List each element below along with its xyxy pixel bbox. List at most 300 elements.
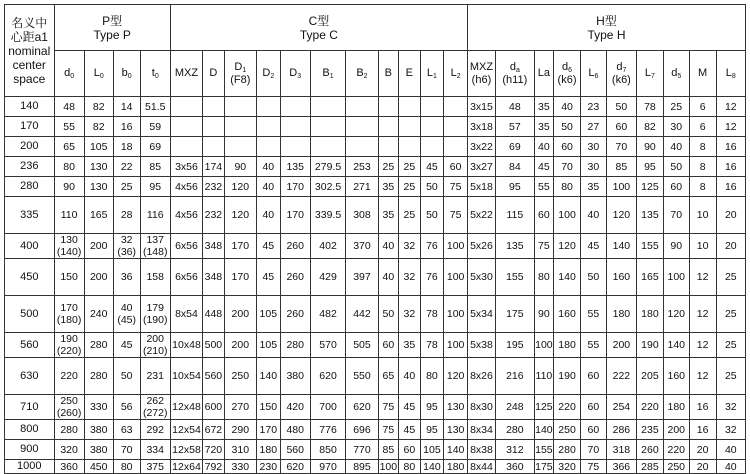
table-cell <box>495 137 534 157</box>
cell-value: 25 <box>403 209 416 221</box>
cell-value: 28 <box>120 209 133 221</box>
table-cell <box>663 177 689 197</box>
cell-value: 200 <box>612 339 631 351</box>
table-cell <box>280 460 310 474</box>
table-cell <box>346 333 378 358</box>
table-cell <box>54 177 84 197</box>
table-cell <box>534 97 553 117</box>
cell-value: 5x34 <box>470 308 493 320</box>
table-cell <box>140 420 170 440</box>
cell-value: 25 <box>403 160 416 173</box>
table-cell <box>224 197 256 234</box>
table-cell <box>689 460 716 474</box>
cell-value: 500 <box>204 339 223 351</box>
cell-value: 60 <box>615 120 628 133</box>
table-cell <box>310 460 346 474</box>
cell-value: 850 <box>319 443 337 456</box>
cell-value: 78 <box>426 308 438 320</box>
cell-value: 14 <box>120 100 133 113</box>
table-cell <box>170 117 202 137</box>
cell-value: 895 <box>353 460 371 473</box>
table-cell <box>444 117 468 137</box>
cell-value: 216 <box>506 370 524 382</box>
table-cell <box>140 137 170 157</box>
table-cell <box>663 358 689 395</box>
cell-value: 770 <box>353 443 371 456</box>
column-symbol <box>637 67 663 80</box>
table-cell <box>580 440 606 460</box>
cell-value: 8x54 <box>175 308 198 320</box>
cell-value: 85 <box>615 160 628 173</box>
cell-value: 70 <box>615 140 628 153</box>
cell-value: 170 <box>286 180 304 193</box>
nominal-space-cell <box>5 97 55 117</box>
table-cell <box>420 97 444 117</box>
cell-value: 90 <box>644 140 656 153</box>
cell-value: 20 <box>696 460 709 473</box>
table-cell <box>534 358 553 395</box>
table-cell <box>256 440 280 460</box>
column-symbol-subscript: 0 <box>70 73 75 80</box>
cell-value: 40 <box>262 180 275 193</box>
table-cell <box>310 420 346 440</box>
cell-value: 12x64 <box>172 460 201 473</box>
cell-value: 95 <box>149 180 162 193</box>
cell-value: 195 <box>506 339 524 351</box>
table-cell <box>420 333 444 358</box>
table-cell <box>256 296 280 333</box>
cell-value: 320 <box>60 443 78 456</box>
nominal-space-cell <box>5 259 55 296</box>
cell-value: 550 <box>353 370 371 382</box>
table-cell <box>716 117 745 137</box>
column-symbol-main: La <box>537 67 551 79</box>
table-cell <box>399 296 421 333</box>
cell-value: 85 <box>382 443 395 456</box>
cell-value: 45 <box>587 240 600 252</box>
cell-value: 70 <box>670 209 683 221</box>
column-symbol-subscript: 2 <box>270 73 275 80</box>
cell-value: 180 <box>667 401 686 413</box>
table-cell <box>663 460 689 474</box>
column-symbol-subscript: 5 <box>677 73 682 80</box>
table-row <box>5 333 746 358</box>
table-cell <box>346 460 378 474</box>
cell-value: 380 <box>89 423 108 436</box>
cell-value: 271 <box>353 180 371 193</box>
column-symbol <box>535 67 553 80</box>
table-cell <box>170 440 202 460</box>
cell-value: 130 <box>89 180 108 193</box>
cell-value: 5x18 <box>470 180 493 193</box>
cell-value: 222 <box>612 370 631 382</box>
column-tolerance: (h11) <box>502 73 528 86</box>
table-cell <box>399 259 421 296</box>
table-cell <box>689 177 716 197</box>
cell-value: 60 <box>382 339 395 351</box>
table-cell <box>203 177 225 197</box>
table-cell <box>113 296 140 333</box>
cell-value: 160 <box>558 308 576 320</box>
nominal-space-value: 140 <box>20 100 39 112</box>
nominal-space-value: 900 <box>20 443 39 455</box>
cell-value: 32 <box>403 308 416 320</box>
cell-value: 180 <box>612 308 631 320</box>
column-symbol <box>717 67 745 80</box>
table-cell <box>310 333 346 358</box>
table-cell <box>84 157 113 177</box>
nominal-space-value: 710 <box>20 400 39 413</box>
cell-value: 8x44 <box>470 460 493 473</box>
cell-value: 16 <box>120 120 133 133</box>
column-symbol-main: L <box>426 67 434 79</box>
table-cell <box>444 97 468 117</box>
column-symbol-main: D <box>234 60 243 73</box>
cell-value: 200 <box>89 240 108 252</box>
cell-value: 280 <box>89 339 108 351</box>
table-cell <box>663 234 689 259</box>
table-cell <box>580 296 606 333</box>
table-cell <box>140 259 170 296</box>
cell-value: 5x26 <box>470 240 493 252</box>
cell-value: 100 <box>446 240 465 252</box>
table-cell <box>580 460 606 474</box>
table-cell <box>346 117 378 137</box>
table-row <box>5 259 746 296</box>
cell-value: 35 <box>538 100 550 113</box>
table-cell <box>140 157 170 177</box>
table-cell <box>378 460 398 474</box>
cell-value: 36 <box>120 271 133 283</box>
column-symbol-subscript: 1 <box>433 73 437 80</box>
table-cell <box>378 97 398 117</box>
cell-value: 6x56 <box>175 271 198 283</box>
cell-value: 3x18 <box>470 120 493 133</box>
cell-value: 70 <box>120 443 133 456</box>
cell-value-line: 40 <box>120 302 133 314</box>
column-header <box>716 51 745 97</box>
table-cell <box>606 157 636 177</box>
column-symbol-main: B <box>384 67 392 79</box>
cell-value: 140 <box>667 339 686 351</box>
cell-value: 175 <box>506 308 524 320</box>
cell-value-line: 262 <box>146 395 164 407</box>
table-cell <box>467 460 495 474</box>
table-cell <box>420 358 444 395</box>
cell-value: 776 <box>319 423 337 436</box>
table-cell <box>534 197 553 234</box>
table-cell <box>113 358 140 395</box>
column-header <box>663 51 689 97</box>
cell-value: 75 <box>538 240 550 252</box>
table-cell <box>84 395 113 420</box>
column-symbol <box>444 67 467 80</box>
table-cell <box>346 358 378 395</box>
cell-value: 50 <box>615 100 628 113</box>
cell-value: 60 <box>538 209 550 221</box>
table-cell <box>636 395 663 420</box>
cell-value: 60 <box>587 423 600 436</box>
cell-value: 302.5 <box>314 180 342 193</box>
table-cell <box>310 259 346 296</box>
cell-value: 40 <box>724 443 737 456</box>
type-label-cn: H型 <box>596 13 617 28</box>
cell-value: 12 <box>724 120 737 133</box>
table-cell <box>663 259 689 296</box>
nominal-space-value: 450 <box>20 270 39 283</box>
cell-value: 27 <box>587 120 600 133</box>
type-group-header <box>467 5 745 51</box>
table-cell <box>113 197 140 234</box>
cell-value: 130 <box>89 160 108 173</box>
nominal-space-cell <box>5 395 55 420</box>
table-cell <box>280 197 310 234</box>
cell-value: 40 <box>724 460 737 473</box>
table-cell <box>170 177 202 197</box>
cell-value: 40 <box>382 271 395 283</box>
table-cell <box>54 333 84 358</box>
column-symbol-main: d <box>64 67 71 79</box>
column-symbol-subscript: 0 <box>127 73 132 80</box>
cell-value: 260 <box>641 443 659 456</box>
cell-value-line: (148) <box>142 246 168 258</box>
table-cell <box>495 197 534 234</box>
cell-value: 3x22 <box>470 140 493 153</box>
table-cell <box>54 197 84 234</box>
table-cell <box>689 358 716 395</box>
cell-value: 80 <box>561 180 573 193</box>
cell-value: 82 <box>92 120 105 133</box>
table-cell <box>467 440 495 460</box>
cell-value: 165 <box>89 209 108 221</box>
cell-value: 370 <box>353 240 371 252</box>
table-cell <box>399 460 421 474</box>
table-cell <box>636 157 663 177</box>
cell-value: 150 <box>259 401 278 413</box>
table-cell <box>140 97 170 117</box>
cell-value: 50 <box>670 160 683 173</box>
table-cell <box>310 197 346 234</box>
table-cell <box>280 137 310 157</box>
column-header <box>280 51 310 97</box>
table-cell <box>495 395 534 420</box>
table-cell <box>444 259 468 296</box>
cell-value: 279.5 <box>314 160 342 173</box>
nominal-space-cell <box>5 197 55 234</box>
table-cell <box>495 296 534 333</box>
cell-value: 290 <box>231 423 250 436</box>
table-cell <box>113 234 140 259</box>
nominal-space-cell <box>5 177 55 197</box>
table-cell <box>310 117 346 137</box>
table-row <box>5 234 746 259</box>
table-cell <box>444 395 468 420</box>
table-cell <box>716 296 745 333</box>
table-cell <box>554 420 581 440</box>
column-symbol-subscript: 7 <box>651 73 655 80</box>
cell-value: 45 <box>262 240 275 252</box>
column-symbol-main: d <box>509 60 516 73</box>
table-cell <box>420 259 444 296</box>
table-cell <box>420 440 444 460</box>
cell-value: 60 <box>670 180 683 193</box>
table-cell <box>280 395 310 420</box>
cell-value: 155 <box>506 271 524 283</box>
table-cell <box>444 440 468 460</box>
table-cell <box>280 117 310 137</box>
table-cell <box>113 137 140 157</box>
table-cell <box>170 97 202 117</box>
table-cell <box>346 137 378 157</box>
cell-value: 230 <box>259 460 278 473</box>
table-cell <box>663 157 689 177</box>
table-cell <box>170 358 202 395</box>
table-cell <box>606 97 636 117</box>
table-row <box>5 296 746 333</box>
table-cell <box>113 177 140 197</box>
cell-value: 600 <box>204 401 223 413</box>
cell-value: 620 <box>286 460 304 473</box>
cell-value: 85 <box>149 160 162 173</box>
cell-value: 60 <box>561 140 573 153</box>
cell-value: 155 <box>641 240 659 252</box>
table-cell <box>54 97 84 117</box>
space-header-line: nominal <box>8 43 51 58</box>
table-cell <box>420 420 444 440</box>
table-cell <box>256 460 280 474</box>
column-symbol-main: B <box>356 67 364 79</box>
cell-value: 696 <box>353 423 371 436</box>
table-cell <box>54 137 84 157</box>
table-cell <box>606 440 636 460</box>
table-cell <box>467 117 495 137</box>
space-header-line: space <box>13 71 46 86</box>
table-cell <box>280 97 310 117</box>
table-cell <box>399 234 421 259</box>
table-cell <box>378 395 398 420</box>
table-cell <box>256 177 280 197</box>
cell-value: 125 <box>641 180 659 193</box>
table-cell <box>170 333 202 358</box>
cell-value: 35 <box>382 180 395 193</box>
column-header <box>203 51 225 97</box>
table-cell <box>716 234 745 259</box>
table-cell <box>554 296 581 333</box>
column-header <box>113 51 140 97</box>
cell-value: 10 <box>696 209 709 221</box>
space-header-line: 名义中 <box>11 15 48 30</box>
cell-value: 100 <box>446 308 465 320</box>
table-cell <box>636 296 663 333</box>
table-cell <box>444 358 468 395</box>
table-row <box>5 157 746 177</box>
table-cell <box>113 460 140 474</box>
table-cell <box>378 137 398 157</box>
cell-value: 160 <box>667 370 686 382</box>
cell-value: 285 <box>641 460 659 473</box>
cell-value: 720 <box>204 443 223 456</box>
table-cell <box>606 333 636 358</box>
cell-value: 140 <box>612 240 631 252</box>
table-cell <box>636 234 663 259</box>
table-cell <box>554 333 581 358</box>
table-cell <box>203 420 225 440</box>
table-cell <box>310 395 346 420</box>
cell-value: 140 <box>446 443 465 456</box>
table-cell <box>534 157 553 177</box>
table-row <box>5 440 746 460</box>
table-cell <box>84 333 113 358</box>
table-cell <box>467 333 495 358</box>
table-cell <box>224 333 256 358</box>
table-cell <box>84 259 113 296</box>
table-cell <box>606 296 636 333</box>
table-cell <box>256 420 280 440</box>
cell-value: 63 <box>120 423 133 436</box>
cell-value: 170 <box>286 209 304 221</box>
column-header <box>224 51 256 97</box>
nominal-space-value: 800 <box>20 423 39 435</box>
table-cell <box>203 234 225 259</box>
column-symbol <box>225 61 256 74</box>
table-cell <box>580 177 606 197</box>
cell-value: 12 <box>696 271 709 283</box>
table-cell <box>203 296 225 333</box>
table-cell <box>203 440 225 460</box>
table-cell <box>224 358 256 395</box>
cell-value: 5x38 <box>470 339 493 351</box>
table-cell <box>444 296 468 333</box>
column-symbol <box>141 67 170 80</box>
cell-value: 20 <box>724 209 737 221</box>
cell-value: 8x30 <box>470 401 493 413</box>
nominal-space-cell <box>5 420 55 440</box>
column-symbol-main: D <box>289 67 298 79</box>
table-cell <box>203 358 225 395</box>
cell-value: 339.5 <box>314 209 342 221</box>
table-cell <box>580 259 606 296</box>
cell-value: 310 <box>231 443 250 456</box>
table-cell <box>140 358 170 395</box>
cell-value: 35 <box>587 180 600 193</box>
table-cell <box>716 420 745 440</box>
table-cell <box>84 197 113 234</box>
cell-value: 140 <box>423 460 441 473</box>
cell-value: 620 <box>353 401 371 413</box>
cell-value: 20 <box>696 443 709 456</box>
nominal-space-cell <box>5 296 55 333</box>
table-cell <box>346 234 378 259</box>
table-cell <box>224 296 256 333</box>
table-cell <box>444 137 468 157</box>
table-cell <box>554 97 581 117</box>
cell-value: 120 <box>231 180 250 193</box>
column-symbol-subscript: 3 <box>297 73 302 80</box>
table-cell <box>310 440 346 460</box>
cell-value: 505 <box>353 339 371 351</box>
cell-value-line: 190 <box>60 333 78 345</box>
column-header <box>495 51 534 97</box>
nominal-center-space-header <box>5 5 55 97</box>
table-cell <box>280 440 310 460</box>
table-cell <box>606 460 636 474</box>
cell-value: 35 <box>538 120 550 133</box>
table-cell <box>554 177 581 197</box>
cell-value-line: 130 <box>60 234 78 246</box>
spec-table <box>4 4 746 474</box>
table-cell <box>467 157 495 177</box>
table-cell <box>467 420 495 440</box>
